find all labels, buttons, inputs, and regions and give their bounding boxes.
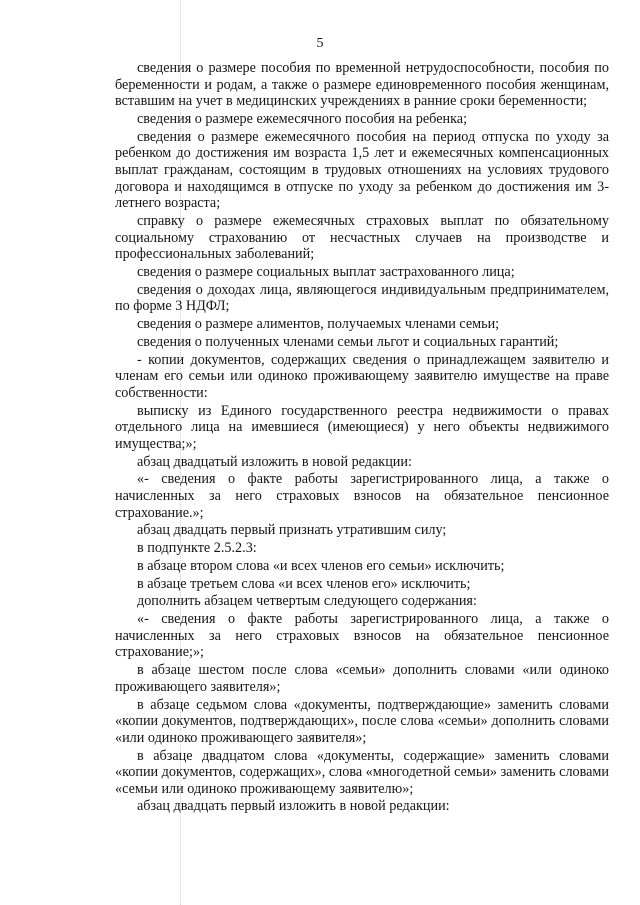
paragraph: - копии документов, содержащих сведения о принадлежащем заявителю и членам его семьи или одиноко проживающему заявителю имуществе на праве собственности: — [115, 351, 609, 401]
paragraph: сведения о полученных членами семьи льгот и социальных гарантий; — [137, 333, 559, 350]
paragraph: в подпункте 2.5.2.3: — [137, 540, 257, 557]
paragraph: «- сведения о факте работы зарегистрированного лица, а также о начисленных за него страховых взносов на обязательное пенсионное страхование.»; — [115, 471, 609, 521]
paragraph: «- сведения о факте работы зарегистрированного лица, а также о начисленных за него страховых взносов на обязательное пенсионное страхование;»; — [115, 611, 609, 661]
paragraph: в абзаце шестом после слова «семьи» дополнить словами «или одиноко проживающего заявителя»; — [115, 662, 609, 695]
paragraph: сведения о доходах лица, являющегося индивидуальным предпринимателем, по форме 3 НДФЛ; — [115, 281, 609, 315]
paragraph: в абзаце двадцатом слова «документы, содержащие» заменить словами «копии документов, содержащих», слова «многодетной семьи» заменить словами «семьи или одиноко проживающему заявителю»; — [115, 747, 610, 797]
page-number: 5 — [316, 36, 324, 51]
paragraph: абзац двадцать первый признать утратившим силу; — [137, 522, 447, 539]
paragraph: сведения о размере ежемесячного пособия на период отпуска по уходу за ребенком до достижения им возраста 1,5 лет и ежемесячных компенсационных выплат гражданам, состоящим в трудовых отношениях на условиях трудового договора и находящимся в отпуске по уходу за ребенком до достижения им 3-летнего возраста; — [115, 128, 609, 212]
paragraph: сведения о размере пособия по временной нетрудоспособности, пособия по беременности и родам, а также о размере единовременного пособия женщинам, вставшим на учет в медицинских учреждениях в ранние сроки беременности; — [115, 60, 609, 110]
paragraph: абзац двадцатый изложить в новой редакции: — [137, 453, 412, 470]
paragraph: в абзаце седьмом слова «документы, подтверждающие» заменить словами «копии документов, подтверждающих», после слова «семьи» дополнить словами «или одиноко проживающего заявителя»; — [115, 696, 609, 746]
paragraph: сведения о размере алиментов, получаемых членами семьи; — [137, 316, 500, 333]
document-body — [115, 60, 609, 816]
paragraph: в абзаце третьем слова «и всех членов его» исключить; — [137, 575, 471, 592]
paragraph: абзац двадцать первый изложить в новой редакции: — [137, 798, 450, 815]
paragraph: сведения о размере ежемесячного пособия на ребенка; — [137, 110, 468, 127]
paragraph: сведения о размере социальных выплат застрахованного лица; — [137, 263, 515, 280]
paragraph: выписку из Единого государственного реестра недвижимости о правах отдельного лица на имевшиеся (имеющиеся) у него объекты недвижимого имущества;»; — [115, 402, 609, 452]
paragraph: в абзаце втором слова «и всех членов его семьи» исключить; — [137, 557, 505, 574]
paragraph: дополнить абзацем четвертым следующего содержания: — [137, 593, 477, 610]
paragraph: справку о размере ежемесячных страховых выплат по обязательному социальному страхованию от несчастных случаев на производстве и профессиональных заболеваний; — [115, 212, 609, 263]
